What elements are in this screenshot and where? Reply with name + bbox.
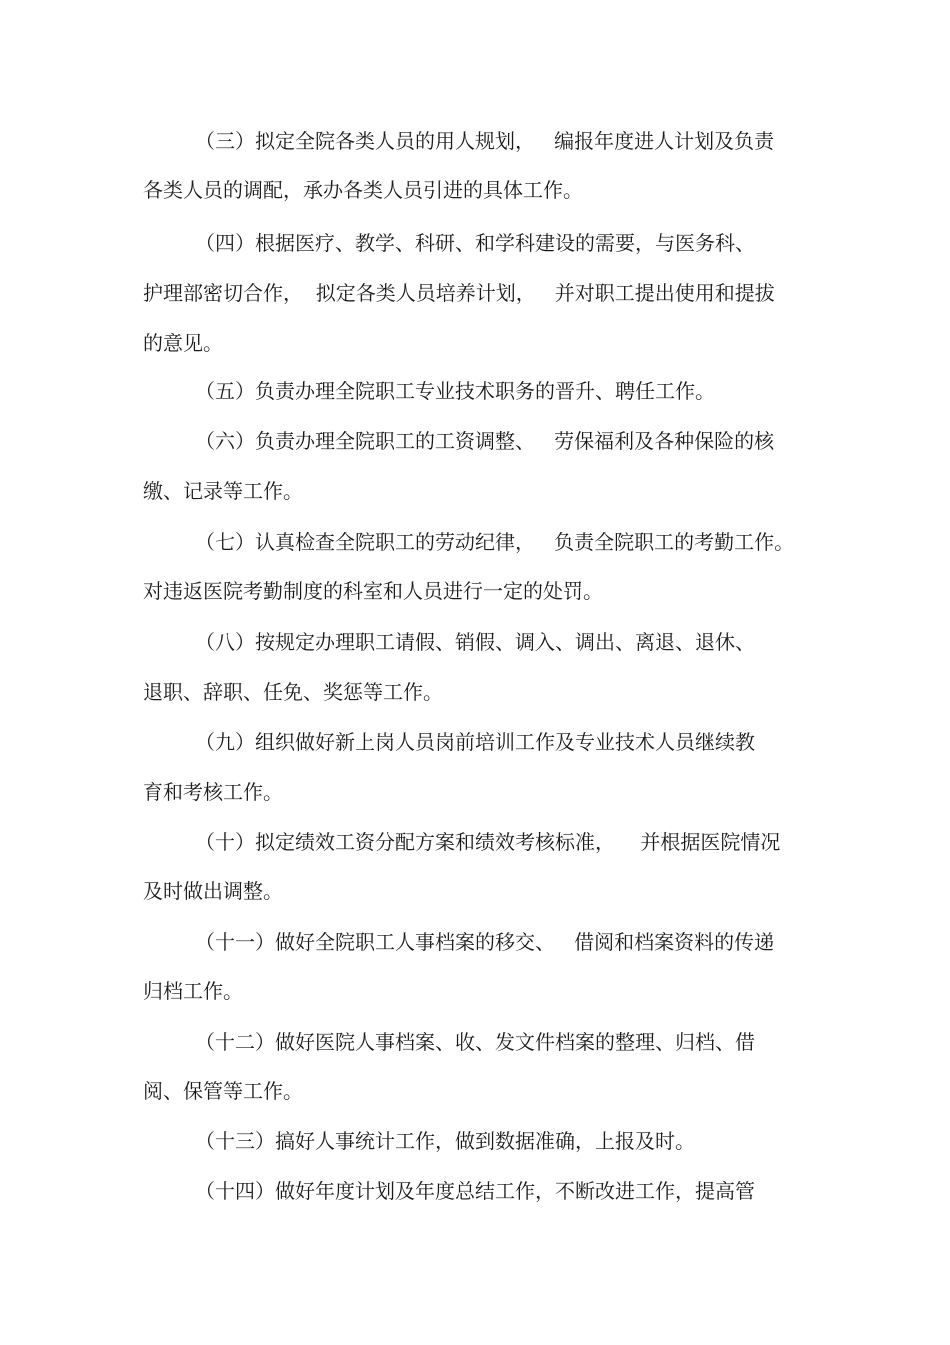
text-line: （十一）做好全院职工人事档案的移交、 借阅和档案资料的传递 bbox=[195, 930, 775, 954]
text-line: （十三）搞好人事统计工作，做到数据准确，上报及时。 bbox=[195, 1129, 695, 1153]
text-line: （十）拟定绩效工资分配方案和绩效考核标准， 并根据医院情况 bbox=[195, 830, 781, 854]
text-line: 缴、记录等工作。 bbox=[143, 479, 303, 503]
text-line: （三）拟定全院各类人员的用人规划， 编报年度进人计划及负责 bbox=[195, 129, 775, 153]
text-line: 归档工作。 bbox=[143, 979, 243, 1003]
text-line: 护理部密切合作， 拟定各类人员培养计划， 并对职工提出使用和提拔 bbox=[143, 281, 775, 305]
text-line: 对违返医院考勤制度的科室和人员进行一定的处罚。 bbox=[143, 579, 603, 603]
text-line: 育和考核工作。 bbox=[143, 780, 283, 804]
text-line: （九）组织做好新上岗人员岗前培训工作及专业技术人员继续教 bbox=[195, 730, 755, 754]
text-line: 的意见。 bbox=[143, 331, 223, 355]
text-line: （十二）做好医院人事档案、收、发文件档案的整理、归档、借 bbox=[195, 1030, 755, 1054]
text-line: （四）根据医疗、教学、科研、和学科建设的需要，与医务科、 bbox=[195, 231, 755, 255]
text-line: （七）认真检查全院职工的劳动纪律， 负责全院职工的考勤工作。 bbox=[195, 530, 795, 554]
text-line: （十四）做好年度计划及年度总结工作，不断改进工作，提高管 bbox=[195, 1179, 755, 1203]
text-line: 阅、保管等工作。 bbox=[143, 1079, 303, 1103]
text-line: 退职、辞职、任免、奖惩等工作。 bbox=[143, 680, 443, 704]
text-line: （五）负责办理全院职工专业技术职务的晋升、聘任工作。 bbox=[195, 379, 715, 403]
text-line: 各类人员的调配，承办各类人员引进的具体工作。 bbox=[143, 178, 583, 202]
text-line: 及时做出调整。 bbox=[143, 879, 283, 903]
text-line: （六）负责办理全院职工的工资调整、 劳保福利及各种保险的核 bbox=[195, 429, 775, 453]
text-line: （八）按规定办理职工请假、销假、调入、调出、离退、退休、 bbox=[195, 630, 755, 654]
